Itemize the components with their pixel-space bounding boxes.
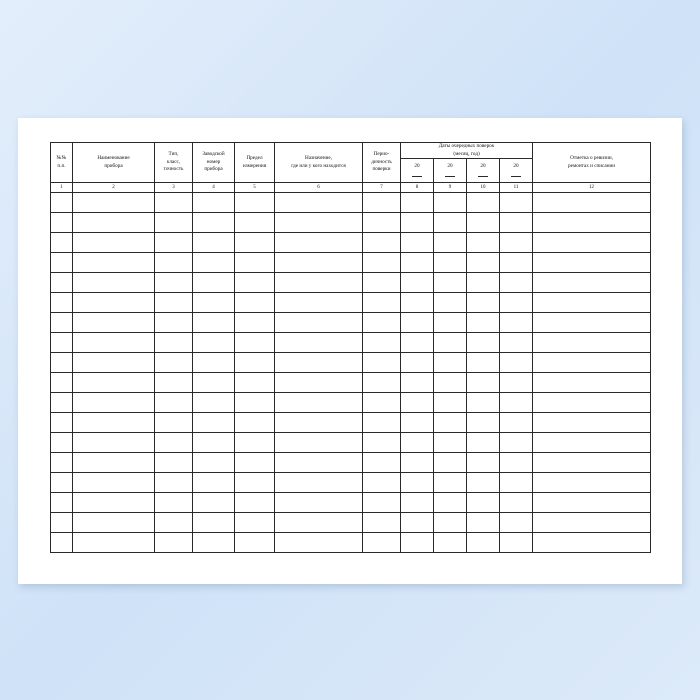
header-col-4-line2: номер [206,158,221,165]
table-cell[interactable] [500,333,533,353]
header-col-1-line2: п.п. [57,162,66,169]
table-cell[interactable] [235,253,275,273]
table-cell[interactable] [275,533,363,553]
table-cell[interactable] [434,353,467,373]
table-cell[interactable] [500,493,533,513]
table-cell[interactable] [235,413,275,433]
year-blank-11 [500,163,532,179]
table-cell[interactable] [500,233,533,253]
table-row[interactable] [51,333,651,353]
table-cell[interactable] [155,313,193,333]
table-cell[interactable] [363,453,401,473]
table-cell[interactable] [363,493,401,513]
table-cell[interactable] [235,373,275,393]
table-cell[interactable] [434,473,467,493]
column-number-5: 5 [235,183,275,193]
table-cell[interactable] [73,193,155,213]
table-cell[interactable] [275,413,363,433]
table-cell[interactable] [533,493,651,513]
table-cell[interactable] [401,533,434,553]
table-cell[interactable] [51,233,73,253]
table-cell[interactable] [500,513,533,533]
table-cell[interactable] [467,193,500,213]
table-cell[interactable] [467,373,500,393]
table-cell[interactable] [193,353,235,373]
table-cell[interactable] [235,213,275,233]
table-cell[interactable] [51,253,73,273]
column-number-7: 7 [363,183,401,193]
table-cell[interactable] [155,393,193,413]
year-underline-10 [478,170,488,177]
table-cell[interactable] [51,393,73,413]
table-cell[interactable] [500,213,533,233]
table-cell[interactable] [467,473,500,493]
table-cell[interactable] [434,233,467,253]
header-col-5 [235,143,275,183]
table-cell[interactable] [51,453,73,473]
header-col-3-line3: точность [163,166,184,173]
column-number-9: 9 [434,183,467,193]
table-cell[interactable] [467,533,500,553]
table-cell[interactable] [193,433,235,453]
table-cell[interactable] [533,373,651,393]
header-group-subtitle: (месяц, год) [453,150,480,157]
header-col-3 [155,143,193,183]
table-cell[interactable] [73,533,155,553]
table-cell[interactable] [193,293,235,313]
year-blank-8 [401,163,433,179]
journal-table [50,142,651,553]
header-col-7-line1: Перио- [373,151,390,158]
table-cell[interactable] [500,413,533,433]
table-cell[interactable] [401,233,434,253]
table-cell[interactable] [467,333,500,353]
header-col-3-line2: класс, [166,158,181,165]
table-cell[interactable] [363,373,401,393]
header-col-5-line1: Предел [246,155,263,161]
table-cell[interactable] [434,433,467,453]
table-row[interactable] [51,353,651,373]
header-col-6-line1: Назначение, [304,155,333,161]
table-cell[interactable] [533,413,651,433]
table-cell[interactable] [500,453,533,473]
table-cell[interactable] [401,313,434,333]
table-row[interactable] [51,253,651,273]
table-cell[interactable] [73,353,155,373]
table-cell[interactable] [193,253,235,273]
table-cell[interactable] [467,513,500,533]
table-cell[interactable] [533,533,651,553]
year-prefix-8: 20 [414,162,420,169]
table-cell[interactable] [363,293,401,313]
table-cell[interactable] [434,513,467,533]
column-number-11: 11 [500,183,533,193]
table-cell[interactable] [193,413,235,433]
header-group-title: Даты очередных поверок [438,143,495,149]
table-cell[interactable] [401,493,434,513]
table-cell[interactable] [533,233,651,253]
table-cell[interactable] [500,353,533,373]
table-cell[interactable] [401,413,434,433]
table-cell[interactable] [73,433,155,453]
table-row[interactable] [51,413,651,433]
table-cell[interactable] [467,213,500,233]
table-cell[interactable] [155,193,193,213]
header-col-3-line1: Тип, [168,151,179,158]
table-cell[interactable] [73,373,155,393]
header-col-12-line2: ремонтах и списании [568,162,616,169]
table-cell[interactable] [155,333,193,353]
table-body [51,183,651,553]
column-number-3: 3 [155,183,193,193]
table-cell[interactable] [275,353,363,373]
table-cell[interactable] [73,213,155,233]
header-col-2 [73,143,155,183]
table-cell[interactable] [193,493,235,513]
table-cell[interactable] [193,473,235,493]
table-cell[interactable] [193,273,235,293]
table-row[interactable] [51,213,651,233]
table-cell[interactable] [73,233,155,253]
table-cell[interactable] [363,393,401,413]
table-cell[interactable] [533,433,651,453]
table-cell[interactable] [533,513,651,533]
table-cell[interactable] [235,233,275,253]
table-cell[interactable] [275,213,363,233]
table-cell[interactable] [235,533,275,553]
header-col-7 [363,143,401,183]
table-cell[interactable] [401,253,434,273]
table-cell[interactable] [401,193,434,213]
table-cell[interactable] [533,453,651,473]
table-cell[interactable] [533,253,651,273]
table-cell[interactable] [467,233,500,253]
table-cell[interactable] [434,453,467,473]
table-cell[interactable] [235,493,275,513]
table-cell[interactable] [500,253,533,273]
year-blank-9 [434,163,466,179]
table-cell[interactable] [51,373,73,393]
table-cell[interactable] [434,293,467,313]
header-col-2-line1: Наименование [97,155,130,161]
table-cell[interactable] [155,213,193,233]
document-sheet [18,118,682,584]
table-cell[interactable] [193,393,235,413]
table-cell[interactable] [235,353,275,373]
table-cell[interactable] [467,453,500,473]
table-cell[interactable] [533,333,651,353]
table-row[interactable] [51,293,651,313]
table-cell[interactable] [275,433,363,453]
header-col-6 [275,143,363,183]
table-cell[interactable] [51,473,73,493]
table-cell[interactable] [401,393,434,413]
table-cell[interactable] [500,293,533,313]
table-cell[interactable] [533,313,651,333]
table-cell[interactable] [235,473,275,493]
table-header-row [51,143,651,159]
table-cell[interactable] [363,413,401,433]
table-cell[interactable] [533,193,651,213]
table-cell[interactable] [51,273,73,293]
table-cell[interactable] [155,453,193,473]
table-cell[interactable] [363,193,401,213]
table-cell[interactable] [235,293,275,313]
table-cell[interactable] [533,353,651,373]
table-cell[interactable] [500,273,533,293]
table-cell[interactable] [363,233,401,253]
table-cell[interactable] [193,453,235,473]
table-cell[interactable] [467,293,500,313]
table-cell[interactable] [467,433,500,453]
table-cell[interactable] [500,373,533,393]
table-cell[interactable] [235,313,275,333]
table-cell[interactable] [467,313,500,333]
table-cell[interactable] [401,333,434,353]
table-cell[interactable] [73,513,155,533]
table-cell[interactable] [155,233,193,253]
table-cell[interactable] [275,473,363,493]
table-cell[interactable] [235,193,275,213]
header-group-verification-dates [401,143,533,159]
table-cell[interactable] [275,513,363,533]
column-number-8: 8 [401,183,434,193]
table-cell[interactable] [434,413,467,433]
table-cell[interactable] [363,513,401,533]
table-cell[interactable] [73,393,155,413]
table-row[interactable] [51,453,651,473]
table-cell[interactable] [500,533,533,553]
table-cell[interactable] [73,273,155,293]
table-cell[interactable] [155,273,193,293]
year-prefix-9: 20 [447,162,453,169]
table-cell[interactable] [155,253,193,273]
table-cell[interactable] [155,433,193,453]
table-cell[interactable] [434,273,467,293]
table-cell[interactable] [235,273,275,293]
table-cell[interactable] [275,393,363,413]
table-cell[interactable] [401,473,434,493]
table-cell[interactable] [533,273,651,293]
table-cell[interactable] [533,473,651,493]
table-cell[interactable] [401,213,434,233]
table-cell[interactable] [73,293,155,313]
table-cell[interactable] [363,273,401,293]
table-cell[interactable] [155,413,193,433]
table-cell[interactable] [363,353,401,373]
table-cell[interactable] [500,193,533,213]
column-number-12: 12 [533,183,651,193]
table-cell[interactable] [51,293,73,313]
header-year-10 [467,159,500,183]
table-cell[interactable] [363,313,401,333]
table-cell[interactable] [155,513,193,533]
table-cell[interactable] [193,533,235,553]
column-number-1: 1 [51,183,73,193]
table-cell[interactable] [434,213,467,233]
table-cell[interactable] [235,433,275,453]
table-row[interactable] [51,533,651,553]
header-year-9 [434,159,467,183]
table-cell[interactable] [401,513,434,533]
table-cell[interactable] [467,393,500,413]
header-year-11 [500,159,533,183]
table-cell[interactable] [467,253,500,273]
table-cell[interactable] [401,453,434,473]
year-underline-8 [412,170,422,177]
column-number-4: 4 [193,183,235,193]
table-cell[interactable] [434,333,467,353]
table-cell[interactable] [51,333,73,353]
table-row[interactable] [51,493,651,513]
table-cell[interactable] [193,333,235,353]
year-prefix-11: 20 [513,162,519,169]
journal-table-area [50,142,650,560]
table-cell[interactable] [73,453,155,473]
table-cell[interactable] [155,353,193,373]
table-row[interactable] [51,273,651,293]
table-row[interactable] [51,313,651,333]
table-cell[interactable] [500,313,533,333]
table-cell[interactable] [401,433,434,453]
table-cell[interactable] [73,253,155,273]
table-cell[interactable] [155,473,193,493]
table-cell[interactable] [275,313,363,333]
table-cell[interactable] [401,373,434,393]
table-row[interactable] [51,433,651,453]
table-cell[interactable] [467,493,500,513]
table-cell[interactable] [73,313,155,333]
header-col-6-line2: где или у кого находится [291,162,346,169]
year-underline-11 [511,170,521,177]
header-col-4-line3: прибора [204,166,223,173]
table-cell[interactable] [275,233,363,253]
header-col-7-line3: поверки [372,166,391,173]
table-row[interactable] [51,393,651,413]
header-col-12 [533,143,651,183]
table-cell[interactable] [193,513,235,533]
column-number-10: 10 [467,183,500,193]
year-underline-9 [445,170,455,177]
table-cell[interactable] [155,293,193,313]
table-cell[interactable] [155,533,193,553]
table-row[interactable] [51,473,651,493]
table-cell[interactable] [500,473,533,493]
header-col-4 [193,143,235,183]
table-cell[interactable] [51,213,73,233]
table-cell[interactable] [275,253,363,273]
table-cell[interactable] [434,193,467,213]
table-cell[interactable] [51,313,73,333]
table-cell[interactable] [193,193,235,213]
table-cell[interactable] [235,333,275,353]
year-prefix-10: 20 [480,162,486,169]
table-cell[interactable] [533,393,651,413]
table-cell[interactable] [51,353,73,373]
table-row[interactable] [51,193,651,213]
table-row[interactable] [51,373,651,393]
table-cell[interactable] [73,473,155,493]
table-cell[interactable] [533,293,651,313]
table-cell[interactable] [51,493,73,513]
table-cell[interactable] [363,253,401,273]
table-cell[interactable] [434,493,467,513]
header-col-12-line1: Отметка о ревизии, [570,155,613,161]
table-cell[interactable] [401,353,434,373]
header-col-1 [51,143,73,183]
column-number-row [51,183,651,193]
table-cell[interactable] [275,453,363,473]
table-cell[interactable] [500,393,533,413]
column-number-6: 6 [275,183,363,193]
table-cell[interactable] [500,433,533,453]
header-col-7-line2: дичность [371,158,392,165]
table-cell[interactable] [363,473,401,493]
table-cell[interactable] [51,193,73,213]
header-col-1-line1: №№ [56,155,67,161]
column-number-2: 2 [73,183,155,193]
table-cell[interactable] [401,293,434,313]
table-cell[interactable] [275,273,363,293]
header-col-4-line1: Заводской [202,151,225,158]
table-cell[interactable] [363,433,401,453]
table-cell[interactable] [193,233,235,253]
table-cell[interactable] [235,393,275,413]
header-col-5-line2: измерения [242,162,267,169]
table-cell[interactable] [363,333,401,353]
table-cell[interactable] [51,533,73,553]
table-cell[interactable] [155,493,193,513]
header-year-8 [401,159,434,183]
table-cell[interactable] [467,353,500,373]
table-cell[interactable] [533,213,651,233]
year-blank-10 [467,163,499,179]
table-cell[interactable] [73,333,155,353]
table-cell[interactable] [467,413,500,433]
table-cell[interactable] [193,213,235,233]
table-row[interactable] [51,513,651,533]
table-cell[interactable] [434,253,467,273]
table-cell[interactable] [275,493,363,513]
table-cell[interactable] [51,433,73,453]
table-cell[interactable] [73,413,155,433]
table-cell[interactable] [275,293,363,313]
table-cell[interactable] [235,513,275,533]
table-cell[interactable] [51,513,73,533]
table-cell[interactable] [401,273,434,293]
table-cell[interactable] [193,373,235,393]
table-row[interactable] [51,233,651,253]
table-cell[interactable] [275,193,363,213]
header-col-2-line2: прибора [104,162,123,169]
table-cell[interactable] [275,333,363,353]
table-cell[interactable] [275,373,363,393]
table-cell[interactable] [434,533,467,553]
table-cell[interactable] [467,273,500,293]
table-cell[interactable] [434,313,467,333]
table-cell[interactable] [73,493,155,513]
table-cell[interactable] [434,393,467,413]
table-cell[interactable] [235,453,275,473]
table-cell[interactable] [155,373,193,393]
table-cell[interactable] [363,533,401,553]
table-cell[interactable] [51,413,73,433]
table-cell[interactable] [193,313,235,333]
table-cell[interactable] [363,213,401,233]
table-cell[interactable] [434,373,467,393]
